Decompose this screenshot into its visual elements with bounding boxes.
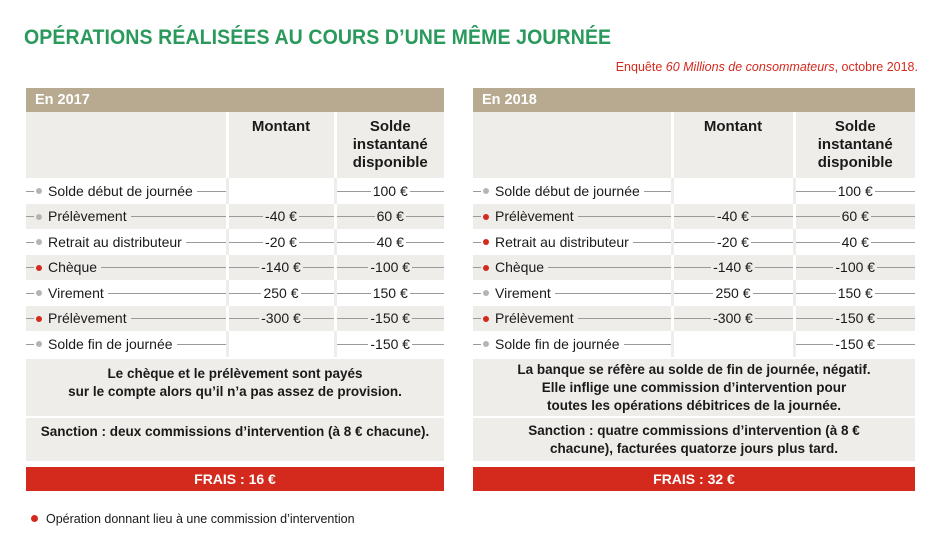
header-balance-line: Solde <box>369 118 411 135</box>
red-dot-icon <box>483 265 489 271</box>
table-row <box>26 280 444 306</box>
header-amount: Montant <box>227 112 335 178</box>
operation-label-cell <box>473 280 672 306</box>
operation-label-cell <box>473 204 672 230</box>
sanction-line: Sanction : quatre commissions d’intervention (à 8 € <box>528 422 860 438</box>
operation-label: Prélèvement <box>48 310 127 327</box>
header-amount: Montant <box>672 112 794 178</box>
table-row <box>26 229 444 255</box>
operation-label-wrap <box>481 259 548 275</box>
operation-label-cell <box>26 331 227 357</box>
operations-table <box>473 112 915 357</box>
table-row <box>473 178 915 204</box>
balance-value: -150 € <box>370 335 411 352</box>
operation-label-cell <box>473 229 672 255</box>
balance-value: 60 € <box>841 208 869 225</box>
source-suffix: , octobre 2018. <box>834 60 918 74</box>
red-dot-icon <box>483 239 489 245</box>
amount-value: -40 € <box>717 208 749 225</box>
grey-dot-icon <box>36 214 42 220</box>
table-row <box>26 204 444 230</box>
explanation-line: toutes les opérations débitrices de la journée. <box>546 397 842 413</box>
operation-label: Chèque <box>495 259 545 276</box>
balance-cell <box>335 229 444 255</box>
balance-value: -150 € <box>835 310 876 327</box>
explanation-note <box>473 357 915 416</box>
operation-label-wrap <box>34 183 197 199</box>
balance-value: -100 € <box>835 259 876 276</box>
operations-body <box>473 178 915 357</box>
table-row <box>473 331 915 357</box>
balance-value: -150 € <box>835 335 876 352</box>
page-title: OPÉRATIONS RÉALISÉES AU COURS D’UNE MÊME JOURNÉE <box>24 26 612 49</box>
table-header-row <box>473 112 915 178</box>
panel-year: En 2018 <box>473 88 915 112</box>
explanation-line: La banque se réfère au solde de fin de journée, négatif. <box>517 361 871 377</box>
amount-cell <box>672 306 794 332</box>
header-balance-line: disponible <box>817 154 893 171</box>
operation-label-cell <box>26 204 227 230</box>
amount-value: -20 € <box>717 233 749 250</box>
operation-label-wrap <box>481 183 644 199</box>
amount-cell <box>672 229 794 255</box>
operation-label: Retrait au distributeur <box>48 233 182 250</box>
sanction-line: chacune), facturées quatorze jours plus tard. <box>549 440 839 456</box>
legend <box>31 512 355 526</box>
amount-value: -140 € <box>261 259 301 276</box>
table-header-row <box>26 112 444 178</box>
operation-label: Retrait au distributeur <box>495 233 629 250</box>
operation-label-cell <box>26 178 227 204</box>
header-balance-line: Solde <box>834 118 876 135</box>
sanction-note <box>473 416 915 461</box>
operation-label-wrap <box>481 208 578 224</box>
fees-banner: FRAIS : 16 € <box>26 467 444 491</box>
amount-value: 250 € <box>263 284 299 301</box>
operation-label: Prélèvement <box>495 208 574 225</box>
balance-value: 150 € <box>837 284 873 301</box>
balance-value: -100 € <box>370 259 411 276</box>
operation-label-cell <box>26 280 227 306</box>
amount-value: -300 € <box>713 310 753 327</box>
operation-label: Chèque <box>48 259 98 276</box>
amount-value: -140 € <box>713 259 753 276</box>
balance-cell <box>794 306 915 332</box>
amount-value: -40 € <box>265 208 297 225</box>
operation-label-cell <box>473 331 672 357</box>
balance-value: -150 € <box>370 310 411 327</box>
source-note <box>616 60 918 74</box>
operation-label-cell <box>473 255 672 281</box>
operation-label-wrap <box>34 259 101 275</box>
operation-label: Solde début de journée <box>495 182 640 199</box>
operation-label: Prélèvement <box>48 208 127 225</box>
header-blank <box>26 112 227 178</box>
header-balance-line: instantané <box>352 136 428 153</box>
panel-2017 <box>26 88 444 491</box>
operation-label-wrap <box>34 208 131 224</box>
table-row <box>473 229 915 255</box>
balance-cell <box>335 255 444 281</box>
operation-label-cell <box>26 306 227 332</box>
balance-value: 100 € <box>372 182 408 199</box>
grey-dot-icon <box>483 188 489 194</box>
operation-label-wrap <box>481 310 578 326</box>
operations-body <box>26 178 444 357</box>
grey-dot-icon <box>36 290 42 296</box>
operation-label-wrap <box>481 234 633 250</box>
operation-label-cell <box>473 178 672 204</box>
amount-cell <box>227 229 335 255</box>
operation-label-cell <box>26 255 227 281</box>
balance-cell <box>794 255 915 281</box>
balance-cell <box>794 178 915 204</box>
table-row <box>473 280 915 306</box>
table-row <box>26 331 444 357</box>
red-dot-icon <box>31 515 38 522</box>
explanation-line: Elle inflige une commission d’intervention pour <box>541 379 847 395</box>
grey-dot-icon <box>483 341 489 347</box>
explanation-line: sur le compte alors qu’il n’a pas assez de provision. <box>68 383 402 399</box>
table-row <box>473 255 915 281</box>
balance-cell <box>794 229 915 255</box>
balance-value: 40 € <box>841 233 869 250</box>
red-dot-icon <box>483 214 489 220</box>
amount-value: 250 € <box>715 284 751 301</box>
amount-value: -20 € <box>265 233 297 250</box>
operation-label-wrap <box>481 336 624 352</box>
balance-value: 60 € <box>376 208 404 225</box>
balance-value: 100 € <box>837 182 873 199</box>
amount-cell <box>672 331 794 357</box>
balance-cell <box>794 331 915 357</box>
balance-cell <box>335 331 444 357</box>
amount-cell <box>227 331 335 357</box>
amount-cell <box>672 178 794 204</box>
red-dot-icon <box>483 316 489 322</box>
header-balance <box>794 112 915 178</box>
amount-cell <box>672 255 794 281</box>
operation-label: Prélèvement <box>495 310 574 327</box>
grey-dot-icon <box>36 188 42 194</box>
operation-label-wrap <box>34 336 177 352</box>
panel-year: En 2017 <box>26 88 444 112</box>
amount-cell <box>227 306 335 332</box>
table-row <box>26 178 444 204</box>
red-dot-icon <box>36 265 42 271</box>
balance-cell <box>794 204 915 230</box>
operation-label-wrap <box>34 234 186 250</box>
table-row <box>26 255 444 281</box>
table-row <box>473 204 915 230</box>
operations-table <box>26 112 444 357</box>
red-dot-icon <box>36 316 42 322</box>
panel-2018 <box>473 88 915 491</box>
header-balance-line: disponible <box>352 154 428 171</box>
amount-cell <box>672 280 794 306</box>
amount-cell <box>672 204 794 230</box>
balance-cell <box>335 280 444 306</box>
explanation-line: Le chèque et le prélèvement sont payés <box>107 365 363 381</box>
balance-value: 40 € <box>376 233 404 250</box>
sanction-note <box>26 416 444 461</box>
balance-cell <box>335 178 444 204</box>
grey-dot-icon <box>36 341 42 347</box>
table-row <box>473 306 915 332</box>
source-prefix: Enquête <box>615 60 666 74</box>
amount-cell <box>227 204 335 230</box>
operation-label: Solde début de journée <box>48 182 193 199</box>
operation-label: Virement <box>48 284 104 301</box>
amount-cell <box>227 280 335 306</box>
fees-banner: FRAIS : 32 € <box>473 467 915 491</box>
amount-cell <box>227 255 335 281</box>
sanction-line: Sanction : deux commissions d’intervention (à 8 € chacune). <box>40 423 430 439</box>
grey-dot-icon <box>483 290 489 296</box>
header-balance <box>335 112 444 178</box>
operation-label-cell <box>473 306 672 332</box>
legend-text: Opération donnant lieu à une commission d’intervention <box>46 512 355 526</box>
balance-value: 150 € <box>372 284 408 301</box>
header-balance-line: instantané <box>817 136 893 153</box>
header-blank <box>473 112 672 178</box>
explanation-note <box>26 357 444 416</box>
balance-cell <box>335 306 444 332</box>
operation-label-cell <box>26 229 227 255</box>
operation-label: Solde fin de journée <box>48 335 173 352</box>
table-row <box>26 306 444 332</box>
operation-label-wrap <box>34 285 108 301</box>
operation-label-wrap <box>34 310 131 326</box>
grey-dot-icon <box>36 239 42 245</box>
operation-label: Virement <box>495 284 551 301</box>
operation-label-wrap <box>481 285 555 301</box>
operation-label: Solde fin de journée <box>495 335 620 352</box>
amount-cell <box>227 178 335 204</box>
balance-cell <box>794 280 915 306</box>
source-publication: 60 Millions de consommateurs <box>665 60 835 74</box>
amount-value: -300 € <box>261 310 301 327</box>
balance-cell <box>335 204 444 230</box>
